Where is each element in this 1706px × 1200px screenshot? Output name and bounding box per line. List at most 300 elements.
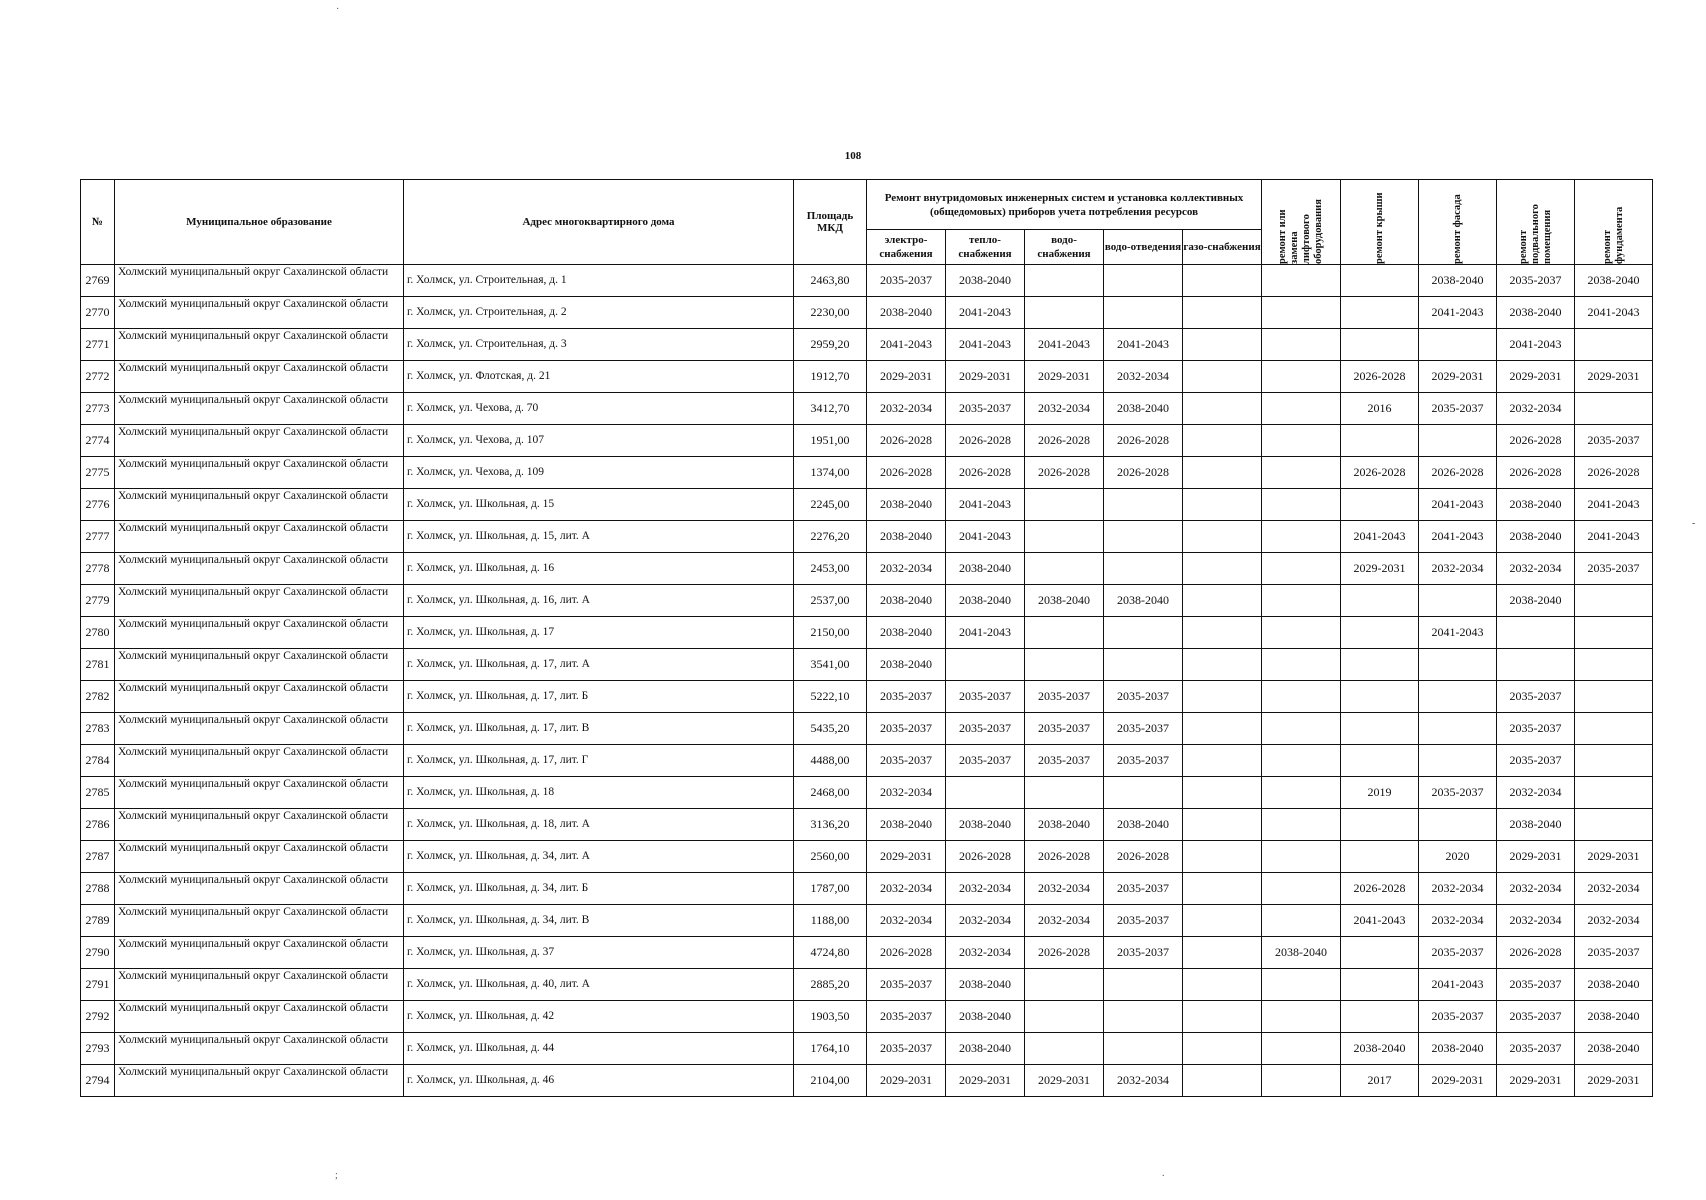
roof-cell: 2026-2028	[1341, 457, 1419, 489]
elevator-cell	[1262, 809, 1341, 841]
area-cell: 2560,00	[794, 841, 867, 873]
gas-cell	[1183, 905, 1262, 937]
roof-cell	[1341, 809, 1419, 841]
table-row	[81, 905, 1653, 937]
heating-cell: 2038-2040	[946, 553, 1025, 585]
foundation-cell: 2041-2043	[1575, 521, 1653, 553]
roof-cell	[1341, 969, 1419, 1001]
header-electricity: электро-снабжения	[867, 230, 946, 265]
heating-cell: 2038-2040	[946, 1033, 1025, 1065]
facade-cell: 2032-2034	[1419, 873, 1497, 905]
foundation-cell: 2032-2034	[1575, 905, 1653, 937]
gas-cell	[1183, 937, 1262, 969]
foundation-cell: 2038-2040	[1575, 1001, 1653, 1033]
facade-cell	[1419, 809, 1497, 841]
area-cell: 5222,10	[794, 681, 867, 713]
electricity-cell: 2035-2037	[867, 969, 946, 1001]
page-number: 108	[844, 150, 862, 162]
electricity-cell: 2026-2028	[867, 457, 946, 489]
address-cell: г. Холмск, ул. Школьная, д. 40, лит. А	[404, 969, 794, 1001]
water-supply-cell: 2026-2028	[1025, 841, 1104, 873]
facade-cell: 2041-2043	[1419, 297, 1497, 329]
foundation-cell: 2035-2037	[1575, 937, 1653, 969]
basement-cell: 2026-2028	[1497, 937, 1575, 969]
water-disposal-cell: 2035-2037	[1104, 937, 1183, 969]
address-cell: г. Холмск, ул. Чехова, д. 109	[404, 457, 794, 489]
facade-cell	[1419, 745, 1497, 777]
basement-cell: 2035-2037	[1497, 969, 1575, 1001]
facade-cell: 2041-2043	[1419, 969, 1497, 1001]
water-disposal-cell: 2038-2040	[1104, 585, 1183, 617]
header-water-supply: водо-снабжения	[1025, 230, 1104, 265]
elevator-cell	[1262, 1001, 1341, 1033]
water-disposal-cell: 2026-2028	[1104, 841, 1183, 873]
basement-cell: 2035-2037	[1497, 265, 1575, 297]
basement-cell	[1497, 617, 1575, 649]
basement-cell: 2032-2034	[1497, 553, 1575, 585]
foundation-cell: 2041-2043	[1575, 489, 1653, 521]
header-foundation: ремонт фундамента	[1575, 180, 1653, 265]
row-number: 2783	[81, 713, 115, 745]
table-row	[81, 937, 1653, 969]
gas-cell	[1183, 393, 1262, 425]
foundation-cell	[1575, 393, 1653, 425]
table-row	[81, 489, 1653, 521]
facade-cell	[1419, 425, 1497, 457]
municipality-cell: Холмский муниципальный округ Сахалинской области	[115, 297, 404, 329]
row-number: 2793	[81, 1033, 115, 1065]
municipality-cell: Холмский муниципальный округ Сахалинской области	[115, 713, 404, 745]
heating-cell: 2038-2040	[946, 969, 1025, 1001]
elevator-cell	[1262, 1065, 1341, 1097]
roof-cell: 2026-2028	[1341, 873, 1419, 905]
water-supply-cell	[1025, 297, 1104, 329]
elevator-cell	[1262, 1033, 1341, 1065]
header-heating: тепло-снабжения	[946, 230, 1025, 265]
electricity-cell: 2035-2037	[867, 681, 946, 713]
row-number: 2782	[81, 681, 115, 713]
row-number: 2779	[81, 585, 115, 617]
roof-cell	[1341, 745, 1419, 777]
elevator-cell	[1262, 265, 1341, 297]
roof-cell	[1341, 329, 1419, 361]
heating-cell: 2035-2037	[946, 745, 1025, 777]
basement-cell: 2035-2037	[1497, 1001, 1575, 1033]
row-number: 2787	[81, 841, 115, 873]
facade-cell: 2038-2040	[1419, 1033, 1497, 1065]
foundation-cell	[1575, 745, 1653, 777]
water-supply-cell	[1025, 649, 1104, 681]
elevator-cell	[1262, 873, 1341, 905]
area-cell: 1764,10	[794, 1033, 867, 1065]
table-row	[81, 681, 1653, 713]
area-cell: 2453,00	[794, 553, 867, 585]
header-address: Адрес многоквартирного дома	[404, 180, 794, 265]
water-supply-cell: 2026-2028	[1025, 425, 1104, 457]
facade-cell: 2026-2028	[1419, 457, 1497, 489]
electricity-cell: 2041-2043	[867, 329, 946, 361]
foundation-cell: 2035-2037	[1575, 553, 1653, 585]
heating-cell: 2035-2037	[946, 393, 1025, 425]
row-number: 2788	[81, 873, 115, 905]
water-disposal-cell: 2026-2028	[1104, 457, 1183, 489]
basement-cell: 2029-2031	[1497, 1065, 1575, 1097]
table-row	[81, 425, 1653, 457]
row-number: 2778	[81, 553, 115, 585]
gas-cell	[1183, 649, 1262, 681]
facade-cell: 2035-2037	[1419, 1001, 1497, 1033]
gas-cell	[1183, 265, 1262, 297]
municipality-cell: Холмский муниципальный округ Сахалинской области	[115, 905, 404, 937]
roof-cell: 2041-2043	[1341, 905, 1419, 937]
water-disposal-cell	[1104, 617, 1183, 649]
area-cell: 1787,00	[794, 873, 867, 905]
address-cell: г. Холмск, ул. Школьная, д. 44	[404, 1033, 794, 1065]
water-supply-cell: 2029-2031	[1025, 361, 1104, 393]
row-number: 2785	[81, 777, 115, 809]
area-cell: 1951,00	[794, 425, 867, 457]
area-cell: 2885,20	[794, 969, 867, 1001]
row-number: 2769	[81, 265, 115, 297]
table-row	[81, 1001, 1653, 1033]
row-number: 2774	[81, 425, 115, 457]
municipality-cell: Холмский муниципальный округ Сахалинской области	[115, 873, 404, 905]
roof-cell: 2029-2031	[1341, 553, 1419, 585]
water-supply-cell: 2029-2031	[1025, 1065, 1104, 1097]
water-disposal-cell	[1104, 553, 1183, 585]
water-supply-cell	[1025, 553, 1104, 585]
facade-cell	[1419, 329, 1497, 361]
elevator-cell	[1262, 745, 1341, 777]
header-roof: ремонт крыши	[1341, 180, 1419, 265]
address-cell: г. Холмск, ул. Школьная, д. 34, лит. Б	[404, 873, 794, 905]
address-cell: г. Холмск, ул. Школьная, д. 34, лит. А	[404, 841, 794, 873]
table-row	[81, 521, 1653, 553]
municipality-cell: Холмский муниципальный округ Сахалинской области	[115, 489, 404, 521]
water-disposal-cell: 2026-2028	[1104, 425, 1183, 457]
header-basement: ремонт подвального помещения	[1497, 180, 1575, 265]
header-municipality: Муниципальное образование	[115, 180, 404, 265]
basement-cell: 2035-2037	[1497, 713, 1575, 745]
address-cell: г. Холмск, ул. Школьная, д. 42	[404, 1001, 794, 1033]
basement-cell: 2035-2037	[1497, 745, 1575, 777]
roof-cell: 2038-2040	[1341, 1033, 1419, 1065]
water-supply-cell: 2038-2040	[1025, 809, 1104, 841]
address-cell: г. Холмск, ул. Строительная, д. 3	[404, 329, 794, 361]
basement-cell: 2032-2034	[1497, 873, 1575, 905]
row-number: 2790	[81, 937, 115, 969]
gas-cell	[1183, 617, 1262, 649]
foundation-cell	[1575, 713, 1653, 745]
address-cell: г. Холмск, ул. Школьная, д. 17, лит. Г	[404, 745, 794, 777]
facade-cell: 2020	[1419, 841, 1497, 873]
heating-cell: 2032-2034	[946, 873, 1025, 905]
water-supply-cell	[1025, 521, 1104, 553]
area-cell: 4724,80	[794, 937, 867, 969]
water-disposal-cell	[1104, 521, 1183, 553]
facade-cell: 2038-2040	[1419, 265, 1497, 297]
municipality-cell: Холмский муниципальный округ Сахалинской области	[115, 1065, 404, 1097]
electricity-cell: 2038-2040	[867, 617, 946, 649]
address-cell: г. Холмск, ул. Школьная, д. 46	[404, 1065, 794, 1097]
foundation-cell: 2032-2034	[1575, 873, 1653, 905]
address-cell: г. Холмск, ул. Школьная, д. 15, лит. А	[404, 521, 794, 553]
water-disposal-cell: 2041-2043	[1104, 329, 1183, 361]
row-number: 2776	[81, 489, 115, 521]
facade-cell: 2035-2037	[1419, 937, 1497, 969]
basement-cell: 2026-2028	[1497, 457, 1575, 489]
foundation-cell: 2038-2040	[1575, 265, 1653, 297]
municipality-cell: Холмский муниципальный округ Сахалинской области	[115, 1033, 404, 1065]
foundation-cell	[1575, 585, 1653, 617]
row-number: 2772	[81, 361, 115, 393]
electricity-cell: 2035-2037	[867, 265, 946, 297]
water-disposal-cell	[1104, 489, 1183, 521]
gas-cell	[1183, 809, 1262, 841]
elevator-cell	[1262, 297, 1341, 329]
area-cell: 1903,50	[794, 1001, 867, 1033]
facade-cell: 2032-2034	[1419, 905, 1497, 937]
water-supply-cell: 2035-2037	[1025, 745, 1104, 777]
roof-cell: 2016	[1341, 393, 1419, 425]
electricity-cell: 2026-2028	[867, 425, 946, 457]
gas-cell	[1183, 521, 1262, 553]
electricity-cell: 2038-2040	[867, 489, 946, 521]
foundation-cell: 2041-2043	[1575, 297, 1653, 329]
area-cell: 4488,00	[794, 745, 867, 777]
roof-cell	[1341, 841, 1419, 873]
foundation-cell	[1575, 649, 1653, 681]
heating-cell: 2038-2040	[946, 1001, 1025, 1033]
header-no: №	[81, 180, 115, 265]
table-row	[81, 841, 1653, 873]
municipality-cell: Холмский муниципальный округ Сахалинской области	[115, 393, 404, 425]
gas-cell	[1183, 1001, 1262, 1033]
water-disposal-cell: 2035-2037	[1104, 713, 1183, 745]
water-disposal-cell	[1104, 649, 1183, 681]
table-row	[81, 297, 1653, 329]
water-supply-cell	[1025, 777, 1104, 809]
roof-cell: 2017	[1341, 1065, 1419, 1097]
municipality-cell: Холмский муниципальный округ Сахалинской области	[115, 777, 404, 809]
electricity-cell: 2038-2040	[867, 649, 946, 681]
water-supply-cell	[1025, 969, 1104, 1001]
area-cell: 2959,20	[794, 329, 867, 361]
area-cell: 2463,80	[794, 265, 867, 297]
foundation-cell: 2029-2031	[1575, 1065, 1653, 1097]
electricity-cell: 2032-2034	[867, 777, 946, 809]
elevator-cell	[1262, 553, 1341, 585]
table-row	[81, 713, 1653, 745]
municipality-cell: Холмский муниципальный округ Сахалинской области	[115, 745, 404, 777]
water-disposal-cell: 2038-2040	[1104, 393, 1183, 425]
electricity-cell: 2038-2040	[867, 809, 946, 841]
header-area: Площадь МКД	[794, 180, 867, 265]
row-number: 2794	[81, 1065, 115, 1097]
elevator-cell	[1262, 585, 1341, 617]
basement-cell: 2035-2037	[1497, 681, 1575, 713]
heating-cell: 2038-2040	[946, 265, 1025, 297]
municipality-cell: Холмский муниципальный округ Сахалинской области	[115, 969, 404, 1001]
address-cell: г. Холмск, ул. Школьная, д. 17, лит. Б	[404, 681, 794, 713]
row-number: 2770	[81, 297, 115, 329]
table-row	[81, 617, 1653, 649]
basement-cell: 2038-2040	[1497, 489, 1575, 521]
elevator-cell	[1262, 649, 1341, 681]
elevator-cell	[1262, 393, 1341, 425]
facade-cell: 2035-2037	[1419, 777, 1497, 809]
water-supply-cell: 2032-2034	[1025, 873, 1104, 905]
elevator-cell	[1262, 713, 1341, 745]
water-disposal-cell	[1104, 265, 1183, 297]
basement-cell: 2026-2028	[1497, 425, 1575, 457]
heating-cell	[946, 649, 1025, 681]
address-cell: г. Холмск, ул. Школьная, д. 18	[404, 777, 794, 809]
water-supply-cell	[1025, 1033, 1104, 1065]
municipality-cell: Холмский муниципальный округ Сахалинской области	[115, 457, 404, 489]
heating-cell: 2035-2037	[946, 681, 1025, 713]
elevator-cell	[1262, 681, 1341, 713]
address-cell: г. Холмск, ул. Чехова, д. 107	[404, 425, 794, 457]
elevator-cell	[1262, 777, 1341, 809]
foundation-cell: 2026-2028	[1575, 457, 1653, 489]
water-supply-cell: 2038-2040	[1025, 585, 1104, 617]
facade-cell	[1419, 585, 1497, 617]
municipality-cell: Холмский муниципальный округ Сахалинской области	[115, 361, 404, 393]
header-elevator: ремонт или замена лифтового оборудования	[1262, 180, 1341, 265]
electricity-cell: 2032-2034	[867, 905, 946, 937]
electricity-cell: 2026-2028	[867, 937, 946, 969]
table-row	[81, 873, 1653, 905]
table-row	[81, 777, 1653, 809]
water-supply-cell: 2032-2034	[1025, 905, 1104, 937]
table-row	[81, 649, 1653, 681]
gas-cell	[1183, 873, 1262, 905]
roof-cell	[1341, 937, 1419, 969]
foundation-cell	[1575, 617, 1653, 649]
header-facade: ремонт фасада	[1419, 180, 1497, 265]
water-disposal-cell: 2035-2037	[1104, 745, 1183, 777]
gas-cell	[1183, 425, 1262, 457]
elevator-cell	[1262, 617, 1341, 649]
municipality-cell: Холмский муниципальный округ Сахалинской области	[115, 937, 404, 969]
area-cell: 3136,20	[794, 809, 867, 841]
facade-cell	[1419, 681, 1497, 713]
row-number: 2784	[81, 745, 115, 777]
municipality-cell: Холмский муниципальный округ Сахалинской области	[115, 521, 404, 553]
facade-cell: 2029-2031	[1419, 1065, 1497, 1097]
municipality-cell: Холмский муниципальный округ Сахалинской области	[115, 553, 404, 585]
roof-cell: 2026-2028	[1341, 361, 1419, 393]
header-engineering-systems: Ремонт внутридомовых инженерных систем и установка коллективных (общедомовых) приборов учета потребления ресурсов	[867, 180, 1262, 230]
water-supply-cell: 2026-2028	[1025, 457, 1104, 489]
foundation-cell: 2035-2037	[1575, 425, 1653, 457]
table-row	[81, 361, 1653, 393]
heating-cell	[946, 777, 1025, 809]
water-disposal-cell	[1104, 777, 1183, 809]
roof-cell	[1341, 617, 1419, 649]
address-cell: г. Холмск, ул. Флотская, д. 21	[404, 361, 794, 393]
row-number: 2775	[81, 457, 115, 489]
basement-cell: 2038-2040	[1497, 521, 1575, 553]
area-cell: 3412,70	[794, 393, 867, 425]
address-cell: г. Холмск, ул. Школьная, д. 18, лит. А	[404, 809, 794, 841]
municipality-cell: Холмский муниципальный округ Сахалинской области	[115, 585, 404, 617]
electricity-cell: 2038-2040	[867, 585, 946, 617]
electricity-cell: 2029-2031	[867, 841, 946, 873]
table-row	[81, 1033, 1653, 1065]
basement-cell: 2038-2040	[1497, 297, 1575, 329]
facade-cell: 2041-2043	[1419, 617, 1497, 649]
heating-cell: 2035-2037	[946, 713, 1025, 745]
header-water-disposal: водо-отведения	[1104, 230, 1183, 265]
municipality-cell: Холмский муниципальный округ Сахалинской области	[115, 1001, 404, 1033]
gas-cell	[1183, 777, 1262, 809]
water-disposal-cell	[1104, 1033, 1183, 1065]
roof-cell	[1341, 425, 1419, 457]
municipality-cell: Холмский муниципальный округ Сахалинской области	[115, 681, 404, 713]
address-cell: г. Холмск, ул. Школьная, д. 37	[404, 937, 794, 969]
table-row	[81, 809, 1653, 841]
area-cell: 1188,00	[794, 905, 867, 937]
roof-cell	[1341, 297, 1419, 329]
table-body	[81, 265, 1653, 1097]
header-gas: газо-снабжения	[1183, 230, 1262, 265]
area-cell: 2150,00	[794, 617, 867, 649]
heating-cell: 2041-2043	[946, 617, 1025, 649]
address-cell: г. Холмск, ул. Школьная, д. 16, лит. А	[404, 585, 794, 617]
facade-cell: 2041-2043	[1419, 489, 1497, 521]
basement-cell: 2041-2043	[1497, 329, 1575, 361]
address-cell: г. Холмск, ул. Чехова, д. 70	[404, 393, 794, 425]
water-supply-cell	[1025, 265, 1104, 297]
municipality-cell: Холмский муниципальный округ Сахалинской области	[115, 809, 404, 841]
elevator-cell	[1262, 329, 1341, 361]
electricity-cell: 2029-2031	[867, 1065, 946, 1097]
gas-cell	[1183, 297, 1262, 329]
row-number: 2789	[81, 905, 115, 937]
address-cell: г. Холмск, ул. Школьная, д. 15	[404, 489, 794, 521]
elevator-cell	[1262, 969, 1341, 1001]
electricity-cell: 2035-2037	[867, 1033, 946, 1065]
roof-cell	[1341, 489, 1419, 521]
water-supply-cell: 2035-2037	[1025, 713, 1104, 745]
municipality-cell: Холмский муниципальный округ Сахалинской области	[115, 329, 404, 361]
row-number: 2780	[81, 617, 115, 649]
roof-cell: 2041-2043	[1341, 521, 1419, 553]
facade-cell: 2032-2034	[1419, 553, 1497, 585]
table-row	[81, 265, 1653, 297]
table-row	[81, 329, 1653, 361]
area-cell: 2468,00	[794, 777, 867, 809]
elevator-cell	[1262, 521, 1341, 553]
gas-cell	[1183, 457, 1262, 489]
heating-cell: 2032-2034	[946, 937, 1025, 969]
row-number: 2786	[81, 809, 115, 841]
gas-cell	[1183, 969, 1262, 1001]
area-cell: 2104,00	[794, 1065, 867, 1097]
municipality-cell: Холмский муниципальный округ Сахалинской области	[115, 265, 404, 297]
area-cell: 2276,20	[794, 521, 867, 553]
table-row	[81, 585, 1653, 617]
table-row	[81, 553, 1653, 585]
foundation-cell: 2029-2031	[1575, 361, 1653, 393]
water-supply-cell: 2035-2037	[1025, 681, 1104, 713]
roof-cell	[1341, 649, 1419, 681]
gas-cell	[1183, 1033, 1262, 1065]
electricity-cell: 2032-2034	[867, 873, 946, 905]
elevator-cell: 2038-2040	[1262, 937, 1341, 969]
